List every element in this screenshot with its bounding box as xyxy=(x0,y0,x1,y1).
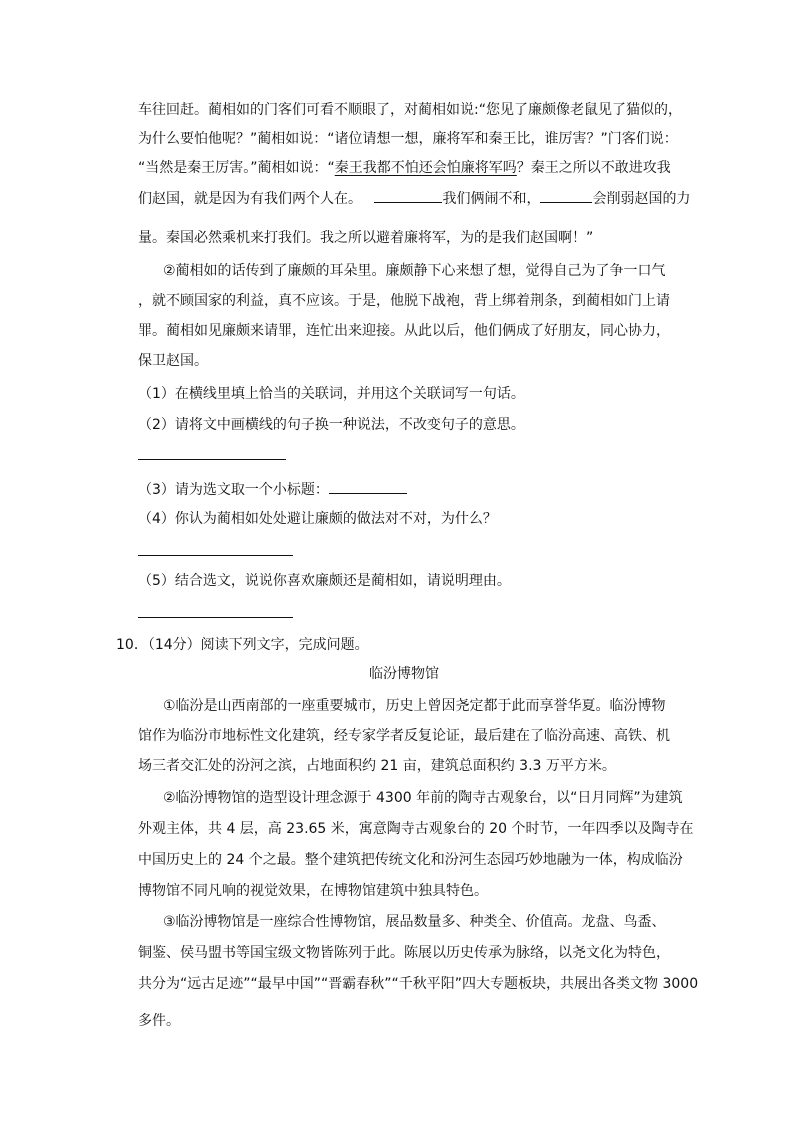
passage-text: 我们俩闹不和， xyxy=(442,191,541,207)
article-line: 外观主体，共 4 层，高 23.65 米，寓意陶寺古观象台的 20 个时节，一年四季以及陶寺在 xyxy=(138,821,694,837)
passage-line xyxy=(138,188,690,208)
question-3-text: （3）请为选文取一个小标题： xyxy=(138,482,329,498)
passage-line: 保卫赵国。 xyxy=(138,353,208,369)
question-4: （4）你认为蔺相如处处避让廉颇的做法对不对，为什么？ xyxy=(138,511,497,527)
title-answer-blank[interactable] xyxy=(329,479,407,494)
passage-text: 会削弱赵国的力 xyxy=(592,191,691,207)
passage-text: 们赵国，就是因为有我们两个人在。 xyxy=(138,191,362,207)
conjunction-blank-1[interactable] xyxy=(374,188,442,203)
passage-line: 为什么要怕他呢？”蔺相如说：“诸位请想一想，廉将军和秦王比，谁厉害？”门客们说： xyxy=(138,131,678,147)
article-line: 博物馆不同凡响的视觉效果，在博物馆建筑中独具特色。 xyxy=(138,883,488,899)
passage-text: ？秦王之所以不敢进攻我 xyxy=(516,160,671,176)
underlined-sentence: 秦王我都不怕还会怕廉将军吗 xyxy=(334,160,517,176)
article-line: ②临汾博物馆的造型设计理念源于 4300 年前的陶寺古观象台，以“日月同辉”为建筑 xyxy=(163,790,683,806)
question-10-header: 10．（14分）阅读下列文字，完成问题。 xyxy=(116,637,369,653)
article-line: ③临汾博物馆是一座综合性博物馆，展品数量多、种类全、价值高。龙盘、鸟盉、 xyxy=(163,914,666,930)
passage-line: 车往回赶。蔺相如的门客们可看不顺眼了，对蔺相如说:“您见了廉颇像老鼠见了猫似的， xyxy=(138,102,682,118)
answer-line-4[interactable] xyxy=(138,555,293,556)
article-line: 多件。 xyxy=(138,1013,180,1029)
question-5: （5）结合选文，说说你喜欢廉颇还是蔺相如，请说明理由。 xyxy=(138,573,511,589)
conjunction-blank-2[interactable] xyxy=(540,188,592,203)
passage-line: ，就不顾国家的利益，真不应该。于是，他脱下战袍，背上绑着荆条，到蔺相如门上请 xyxy=(138,293,670,309)
article-line: 中国历史上的 24 个之最。整个建筑把传统文化和汾河生态园巧妙地融为一体，构成临汾 xyxy=(138,852,683,868)
question-1: （1）在横线里填上恰当的关联词，并用这个关联词写一句话。 xyxy=(138,386,525,402)
passage-line: ②蔺相如的话传到了廉颇的耳朵里。廉颇静下心来想了想，觉得自己为了争一口气 xyxy=(163,263,666,279)
article-line: 共分为“远古足迹”“最早中国”“晋霸春秋”“千秋平阳”四大专题板块，共展出各类文物 3000 xyxy=(138,976,699,992)
passage-line: 量。秦国必然乘机来打我们。我之所以避着廉将军，为的是我们赵国啊！” xyxy=(138,230,594,246)
passage-line: 罪。蔺相如见廉颇来请罪，连忙出来迎接。从此以后，他们俩成了好朋友，同心协力， xyxy=(138,323,670,339)
article-line: 场三者交汇处的汾河之滨，占地面积约 21 亩，建筑总面积约 3.3 万平方米。 xyxy=(138,758,616,774)
passage-line xyxy=(138,159,671,177)
question-3 xyxy=(138,479,407,499)
answer-line-5[interactable] xyxy=(138,617,293,618)
article-line: 馆作为临汾市地标性文化建筑，经专家学者反复论证，最后建在了临汾高速、高铁、机 xyxy=(138,728,670,744)
passage-text: “当然是秦王厉害。”蔺相如说：“ xyxy=(138,160,335,176)
question-2: （2）请将文中画横线的句子换一种说法，不改变句子的意思。 xyxy=(138,417,525,433)
answer-line-2[interactable] xyxy=(138,459,286,460)
article-title: 临汾博物馆 xyxy=(369,666,439,682)
article-line: 铜鉴、侯马盟书等国宝级文物皆陈列于此。陈展以历史传承为脉络，以尧文化为特色， xyxy=(138,945,670,961)
article-line: ①临汾是山西南部的一座重要城市，历史上曾因尧定都于此而享誉华夏。临汾博物 xyxy=(163,698,666,714)
